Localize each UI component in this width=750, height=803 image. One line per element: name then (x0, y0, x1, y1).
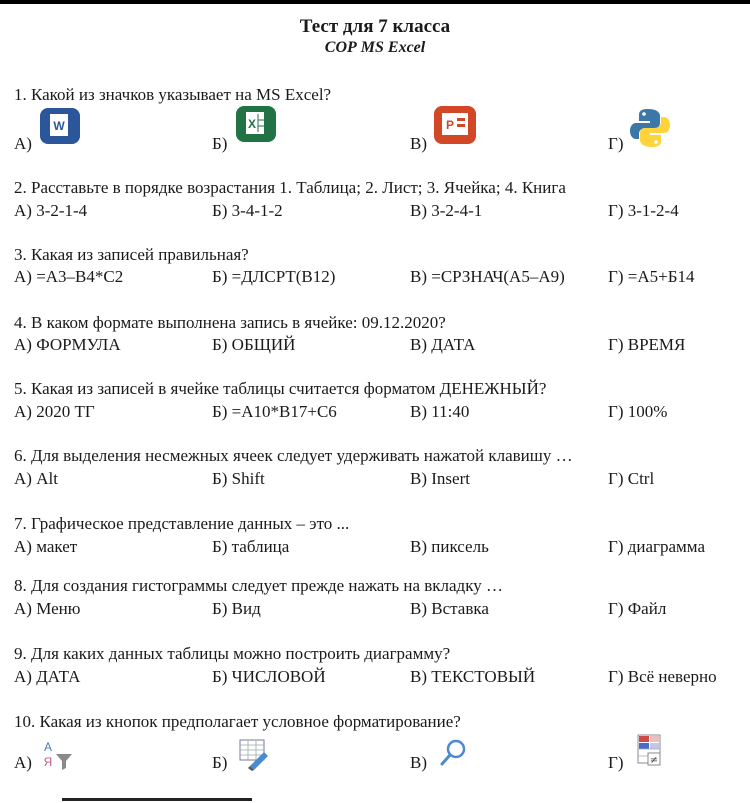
q6-option-d[interactable]: Г) Ctrl (608, 469, 655, 488)
q1-option-b[interactable]: Б) (212, 134, 228, 153)
q7-option-c[interactable]: В) пиксель (410, 537, 489, 556)
test-title: Тест для 7 класса (299, 16, 451, 37)
excel-letter: X (247, 117, 257, 131)
q4-option-c[interactable]: В) ДАТА (410, 335, 476, 354)
question-2: 2. Расставьте в порядке возрастания 1. Таблица; 2. Лист; 3. Ячейка; 4. Книга (14, 178, 566, 197)
word-letter: W (53, 119, 65, 133)
q2-option-b[interactable]: Б) 3-4-1-2 (212, 201, 283, 220)
question-3: 3. Какая из записей правильная? (14, 245, 249, 264)
q9-option-a[interactable]: А) ДАТА (14, 667, 81, 686)
find-icon[interactable] (436, 736, 470, 770)
q6-option-c[interactable]: В) Insert (410, 469, 470, 488)
powerpoint-icon[interactable] (432, 104, 478, 146)
q7-option-a[interactable]: А) макет (14, 537, 78, 556)
q4-option-a[interactable]: А) ФОРМУЛА (14, 335, 121, 354)
q8-option-c[interactable]: В) Вставка (410, 599, 489, 618)
bottom-cut-line (62, 798, 252, 801)
sort-letter-top: А (43, 740, 53, 754)
q9-option-c[interactable]: В) ТЕКСТОВЫЙ (410, 667, 536, 686)
question-9: 9. Для каких данных таблицы можно построить диаграмму? (14, 644, 451, 663)
q5-option-c[interactable]: В) 11:40 (410, 402, 470, 421)
q1-option-a[interactable]: А) (14, 134, 32, 153)
sort-letter-bottom: Я (43, 755, 53, 769)
question-10: 10. Какая из кнопок предполагает условное форматирование? (14, 712, 461, 731)
format-painter-icon[interactable] (236, 736, 272, 772)
q6-option-a[interactable]: А) Alt (14, 469, 58, 488)
excel-icon[interactable] (234, 104, 278, 144)
word-icon[interactable] (38, 106, 82, 146)
question-5: 5. Какая из записей в ячейке таблицы считается форматом ДЕНЕЖНЫЙ? (14, 379, 547, 398)
q3-option-d[interactable]: Г) =А5+Б14 (608, 267, 695, 286)
q8-option-b[interactable]: Б) Вид (212, 599, 261, 618)
q10-option-d[interactable]: Г) (608, 753, 624, 772)
q8-option-a[interactable]: А) Меню (14, 599, 81, 618)
question-6: 6. Для выделения несмежных ячеек следует удерживать нажатой клавишу … (14, 446, 573, 465)
q2-option-d[interactable]: Г) 3-1-2-4 (608, 201, 679, 220)
q6-option-b[interactable]: Б) Shift (212, 469, 265, 488)
q7-option-b[interactable]: Б) таблица (212, 537, 290, 556)
q2-option-c[interactable]: В) 3-2-4-1 (410, 201, 483, 220)
q5-option-b[interactable]: Б) =А10*В17+С6 (212, 402, 337, 421)
q10-option-c[interactable]: В) (410, 753, 427, 772)
conditional-formatting-icon[interactable] (634, 732, 670, 772)
question-4: 4. В каком формате выполнена запись в ячейке: 09.12.2020? (14, 313, 446, 332)
sort-filter-icon[interactable] (40, 738, 76, 774)
top-border (0, 0, 750, 4)
q10-option-b[interactable]: Б) (212, 753, 228, 772)
question-7: 7. Графическое представление данных – это ... (14, 514, 350, 533)
q10-option-a[interactable]: А) (14, 753, 32, 772)
question-1: 1. Какой из значков указывает на MS Excel? (14, 85, 332, 104)
q5-option-a[interactable]: А) 2020 ТГ (14, 402, 95, 421)
q7-option-d[interactable]: Г) диаграмма (608, 537, 705, 556)
q9-option-d[interactable]: Г) Всё неверно (608, 667, 717, 686)
q5-option-d[interactable]: Г) 100% (608, 402, 668, 421)
q1-option-d[interactable]: Г) (608, 134, 624, 153)
test-subtitle: СОР MS Excel (324, 39, 426, 56)
q9-option-b[interactable]: Б) ЧИСЛОВОЙ (212, 667, 326, 686)
powerpoint-letter: P (445, 118, 455, 132)
q4-option-b[interactable]: Б) ОБЩИЙ (212, 335, 296, 354)
q3-option-b[interactable]: Б) =ДЛСРТ(В12) (212, 267, 336, 286)
q3-option-a[interactable]: А) =А3–В4*С2 (14, 267, 124, 286)
q1-option-c[interactable]: В) (410, 134, 427, 153)
python-icon[interactable] (628, 106, 672, 150)
svg-text:≠: ≠ (649, 755, 659, 766)
q4-option-d[interactable]: Г) ВРЕМЯ (608, 335, 686, 354)
q8-option-d[interactable]: Г) Файл (608, 599, 667, 618)
question-8: 8. Для создания гистограммы следует прежде нажать на вкладку … (14, 576, 503, 595)
q2-option-a[interactable]: А) 3-2-1-4 (14, 201, 88, 220)
q3-option-c[interactable]: В) =СРЗНАЧ(А5–А9) (410, 267, 565, 286)
